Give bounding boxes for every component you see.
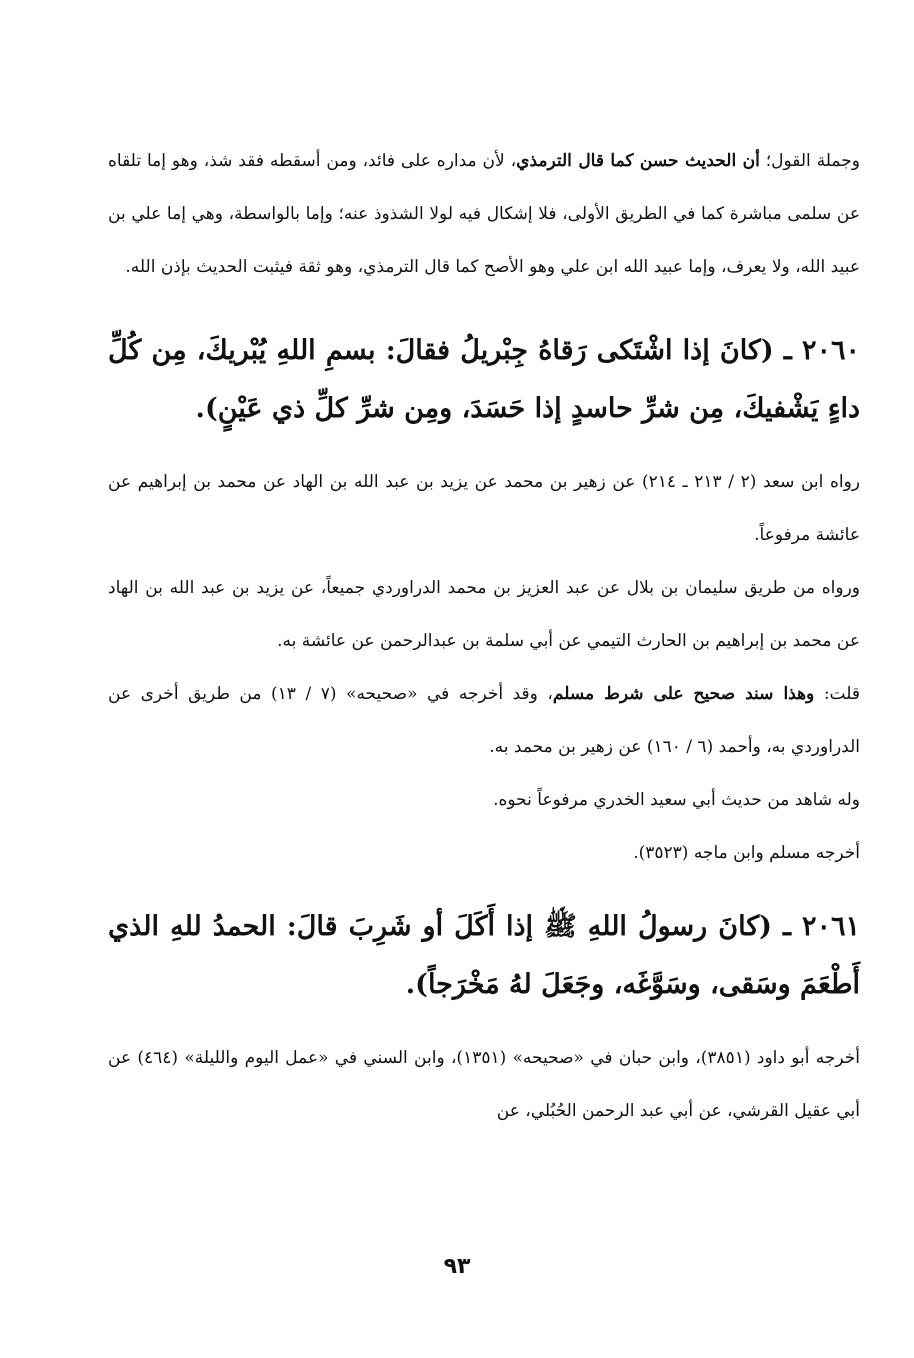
text-run: ، وقد أخرجه في «صحيحه» (٧ / ١٣) من طريق أخرى عن الدراوردي به، وأحمد (٦ / ١٦٠) عن زهير بن محمد به.	[108, 684, 860, 757]
paragraph-conclusion	[108, 135, 860, 294]
text-run: قلت:	[814, 684, 860, 704]
page-body	[108, 135, 860, 1138]
emphasis-text: أن الحديث حسن كما قال الترمذي	[516, 151, 760, 171]
hadith-2060: ٢٠٦٠ ـ (كانَ إذا اشْتَكى رَقاهُ جِبْريلُ فقالَ: بسمِ اللهِ يُبْريكَ، مِن كُلِّ داءٍ يَشْفيكَ، مِن شرِّ حاسدٍ إذا حَسَدَ، ومِن شرِّ كلِّ ذي عَيْنٍ).	[108, 335, 860, 424]
paragraph-witness: وله شاهد من حديث أبي سعيد الخدري مرفوعاً نحوه.	[493, 790, 860, 810]
hadith-2061: ٢٠٦١ ـ (كانَ رسولُ اللهِ ﷺ إذا أَكَلَ أو شَرِبَ قالَ: الحمدُ للهِ الذي أَطْعَمَ وسَقى، وسَوَّغَه، وجَعَلَ لهُ مَخْرَجاً).	[108, 911, 860, 1000]
emphasis-text: وهذا سند صحيح على شرط مسلم	[552, 684, 815, 704]
text-run: ، لأن مداره على فائد، ومن أسقطه فقد شذ، وهو إما تلقاه عن سلمى مباشرة كما في الطريق الأولى، فلا إشكال فيه لولا الشذوذ عنه؛ وإما بالواسطة، وهي إما علي بن عبيد الله، ولا يعرف، وإما عبيد الله ابن علي وهو الأصح كما قال الترمذي، وهو ثقة فيثبت الحديث بإذن الله.	[108, 151, 860, 277]
paragraph-comment	[108, 668, 860, 774]
text-run: وجملة القول؛	[759, 151, 860, 171]
spacer	[108, 438, 860, 456]
paragraph-takhrij-1: رواه ابن سعد (٢ / ٢١٣ ـ ٢١٤) عن زهير بن محمد عن يزيد بن عبد الله بن الهاد عن محمد بن إبراهيم عن عائشة مرفوعاً.	[108, 472, 860, 545]
paragraph-takhrij-3: أخرجه أبو داود (٣٨٥١)، وابن حبان في «صحيحه» (١٣٥١)، وابن السني في «عمل اليوم والليلة» (٤٦٤) عن أبي عقيل القرشي، عن أبي عبد الرحمن الحُبُلي، عن	[108, 1048, 860, 1121]
paragraph-takhrij-2: ورواه من طريق سليمان بن بلال عن عبد العزيز بن محمد الدراوردي جميعاً، عن يزيد بن عبد الله بن الهاد عن محمد بن إبراهيم بن الحارث التيمي عن أبي سلمة بن عبدالرحمن عن عائشة به.	[108, 578, 860, 651]
spacer	[108, 1014, 860, 1032]
page-number: ٩٣	[443, 1254, 471, 1279]
paragraph-source: أخرجه مسلم وابن ماجه (٣٥٢٣).	[633, 843, 860, 863]
